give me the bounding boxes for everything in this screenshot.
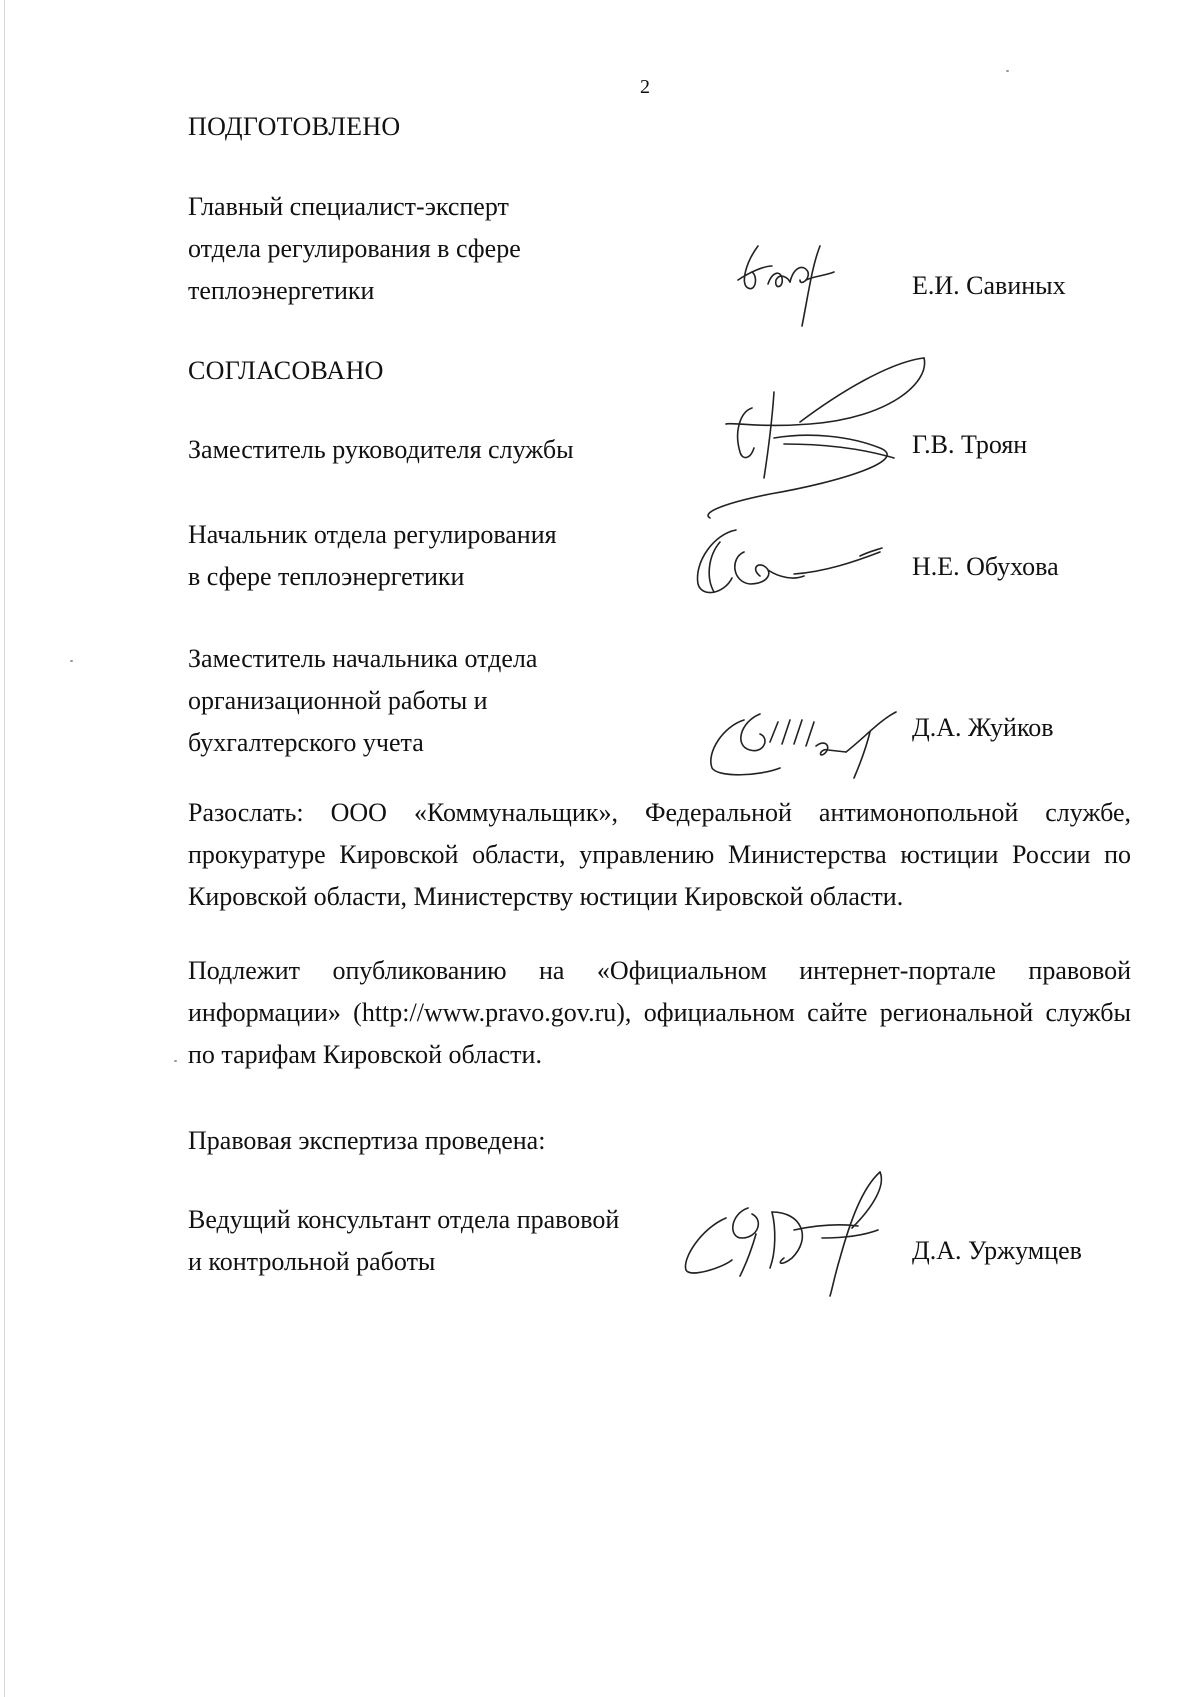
scan-edge-line bbox=[4, 0, 5, 1697]
distribution-paragraph: Разослать: ООО «Коммунальщик», Федеральной антимонопольной службе, прокуратуре Кировской области, управлению Министерства юстиции России по Кировской области, Министерству юстиции Кировской области. bbox=[188, 798, 1131, 911]
prepared-position-line-3: теплоэнергетики bbox=[188, 276, 375, 305]
agreed-3-name: Д.А. Жуйков bbox=[912, 713, 1054, 742]
publication-paragraph: Подлежит опубликованию на «Официальном интернет-портале правовой информации» (http://www.pravo.gov.ru), официальном сайте региональной службы по тарифам Кировской области. bbox=[188, 956, 1131, 1069]
prepared-position-line-2: отдела регулирования в сфере bbox=[188, 234, 521, 263]
agreed-2-position-line-2: в сфере теплоэнергетики bbox=[188, 562, 465, 591]
signature-urzhumtsev bbox=[672, 1168, 912, 1298]
signature-troyan bbox=[690, 352, 940, 532]
prepared-heading: ПОДГОТОВЛЕНО bbox=[188, 112, 401, 141]
agreed-heading: СОГЛАСОВАНО bbox=[188, 356, 384, 385]
signature-zhuikov bbox=[700, 702, 910, 782]
signature-savinykh bbox=[728, 236, 848, 332]
scan-speck bbox=[70, 660, 73, 662]
scan-speck bbox=[174, 1060, 177, 1062]
signature-obukhova bbox=[684, 522, 894, 602]
page-number: 2 bbox=[640, 76, 650, 98]
agreed-3-position-line-1: Заместитель начальника отдела bbox=[188, 644, 538, 673]
agreed-3-position-line-3: бухгалтерского учета bbox=[188, 728, 424, 757]
legal-review-position-line-1: Ведущий консультант отдела правовой bbox=[188, 1205, 620, 1234]
legal-review-heading: Правовая экспертиза проведена: bbox=[188, 1126, 546, 1155]
legal-review-name: Д.А. Уржумцев bbox=[912, 1236, 1082, 1265]
agreed-1-position-line-1: Заместитель руководителя службы bbox=[188, 435, 574, 464]
prepared-position-line-1: Главный специалист-эксперт bbox=[188, 192, 509, 221]
scan-speck bbox=[1006, 70, 1009, 72]
agreed-3-position-line-2: организационной работы и bbox=[188, 686, 488, 715]
agreed-2-position-line-1: Начальник отдела регулирования bbox=[188, 520, 557, 549]
agreed-2-name: Н.Е. Обухова bbox=[912, 552, 1059, 581]
legal-review-position-line-2: и контрольной работы bbox=[188, 1247, 436, 1276]
agreed-1-name: Г.В. Троян bbox=[912, 430, 1028, 459]
prepared-name: Е.И. Савиных bbox=[912, 271, 1066, 300]
